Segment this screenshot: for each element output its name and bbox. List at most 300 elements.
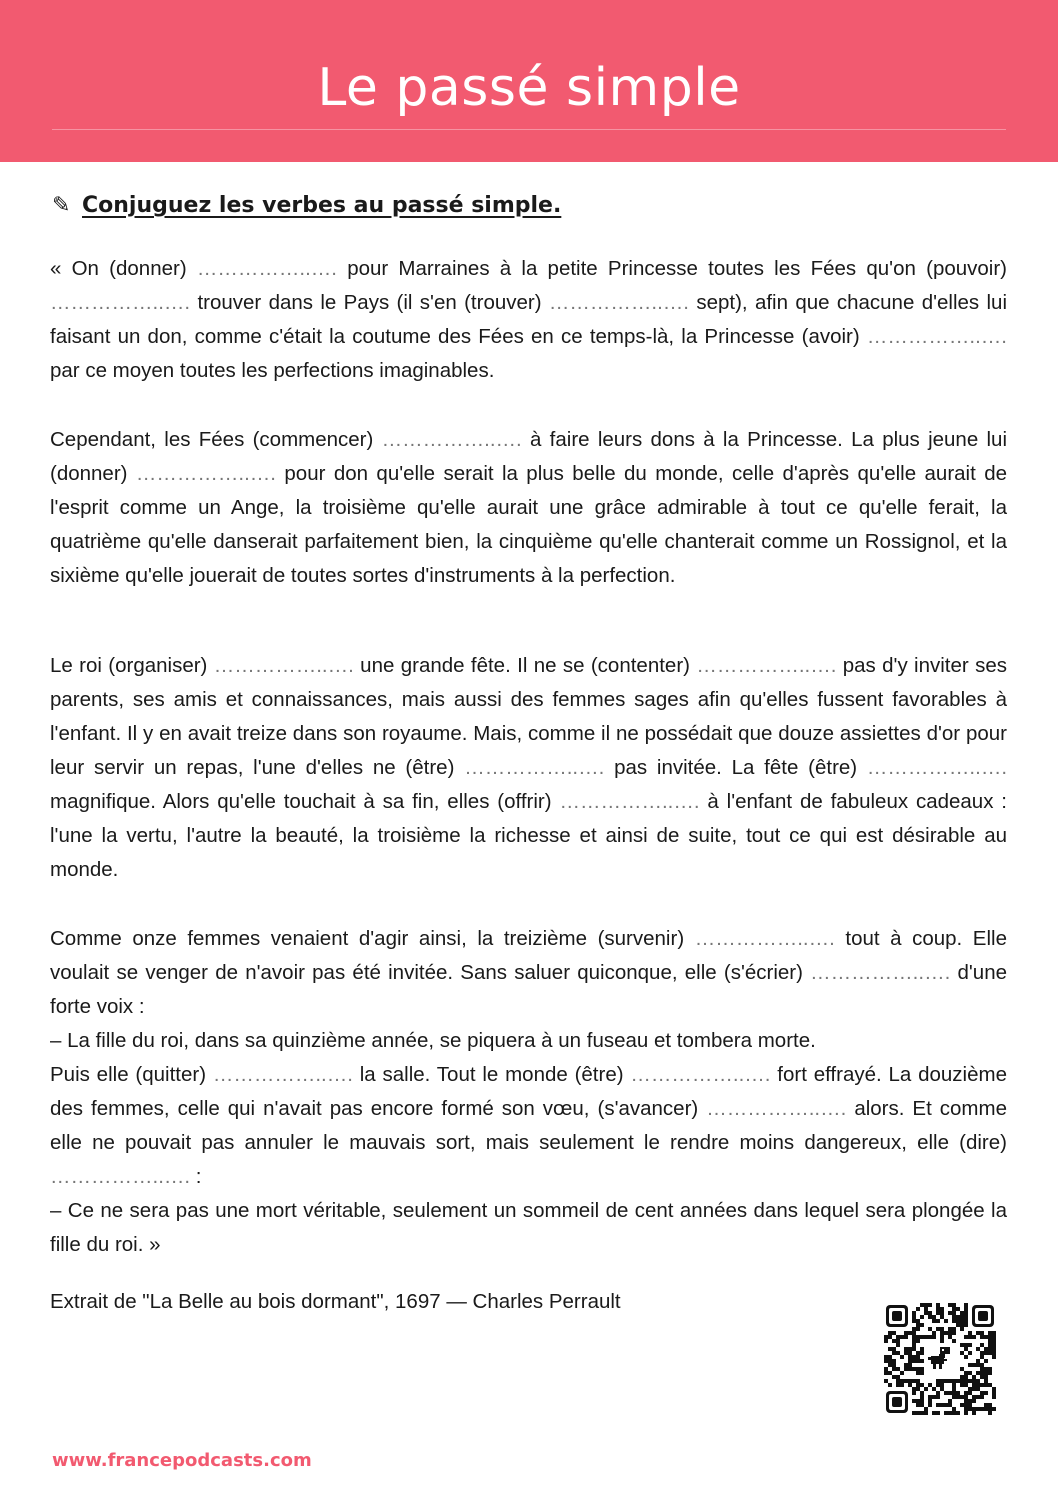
qr-module bbox=[992, 1347, 996, 1351]
blank-field: ……………..…. bbox=[810, 961, 951, 984]
qr-module bbox=[960, 1343, 964, 1347]
qr-module bbox=[904, 1367, 908, 1371]
qr-module bbox=[952, 1395, 956, 1399]
qr-module bbox=[908, 1379, 912, 1383]
qr-module bbox=[904, 1331, 908, 1335]
qr-module bbox=[924, 1411, 928, 1415]
qr-module bbox=[980, 1407, 984, 1411]
qr-module bbox=[920, 1303, 924, 1307]
qr-module bbox=[904, 1335, 908, 1339]
qr-module bbox=[976, 1387, 980, 1391]
instruction bbox=[52, 191, 561, 221]
text-segment: Comme onze femmes venaient d'agir ainsi, la treizième (survenir) bbox=[50, 927, 685, 950]
qr-module bbox=[964, 1355, 968, 1359]
blank-field: ……………..…. bbox=[866, 756, 1008, 779]
qr-module bbox=[912, 1315, 916, 1319]
qr-module bbox=[916, 1411, 920, 1415]
qr-module bbox=[892, 1347, 896, 1351]
qr-module bbox=[940, 1311, 944, 1315]
qr-module bbox=[928, 1399, 932, 1403]
qr-module bbox=[904, 1363, 908, 1367]
qr-module bbox=[944, 1403, 948, 1407]
qr-module bbox=[960, 1351, 964, 1355]
qr-module bbox=[948, 1411, 952, 1415]
qr-module bbox=[888, 1363, 892, 1367]
qr-module bbox=[888, 1335, 892, 1339]
qr-module bbox=[924, 1303, 928, 1307]
qr-module bbox=[924, 1311, 928, 1315]
header-banner bbox=[0, 0, 1058, 162]
blank-field: ……………..…. bbox=[213, 654, 354, 677]
qr-module bbox=[988, 1407, 992, 1411]
qr-module bbox=[916, 1367, 920, 1371]
qr-module bbox=[976, 1359, 980, 1363]
qr-code-dinosaur-icon[interactable] bbox=[884, 1303, 996, 1415]
qr-module bbox=[896, 1351, 900, 1355]
qr-module bbox=[956, 1379, 960, 1383]
qr-module bbox=[964, 1399, 968, 1403]
qr-module bbox=[916, 1323, 920, 1327]
dialogue-line: – La fille du roi, dans sa quinzième année, se piquera à un fuseau et tombera morte. bbox=[50, 1029, 816, 1052]
qr-module bbox=[912, 1331, 916, 1335]
qr-module bbox=[964, 1371, 968, 1375]
qr-module bbox=[940, 1335, 944, 1339]
qr-module bbox=[972, 1335, 976, 1339]
qr-module bbox=[992, 1395, 996, 1399]
blank-field: ……………..…. bbox=[696, 654, 837, 677]
qr-module bbox=[980, 1383, 984, 1387]
qr-module bbox=[912, 1359, 916, 1363]
qr-module bbox=[936, 1379, 940, 1383]
text-segment: pas d'y inviter ses parents, ses amis et connaissances, mais aussi des femmes sages afin qu'elles fussent favorables à l'enfant. Il y en avait treize dans son royaume. Mais, comme il ne possédait que douze assiettes d'or pour leur servir un repas, l'une d'elles ne (être) bbox=[50, 654, 1007, 779]
qr-module bbox=[952, 1407, 956, 1411]
qr-module bbox=[916, 1383, 920, 1387]
qr-module bbox=[988, 1403, 992, 1407]
qr-module bbox=[988, 1339, 992, 1343]
qr-module bbox=[884, 1359, 888, 1363]
qr-module bbox=[896, 1339, 900, 1343]
qr-module bbox=[972, 1383, 976, 1387]
qr-module bbox=[948, 1335, 952, 1339]
qr-module bbox=[944, 1379, 948, 1383]
qr-module bbox=[912, 1343, 916, 1347]
qr-module bbox=[948, 1303, 952, 1307]
instruction-text: Conjuguez les verbes au passé simple. bbox=[82, 193, 562, 218]
qr-module bbox=[888, 1371, 892, 1375]
qr-module bbox=[916, 1339, 920, 1343]
qr-module bbox=[916, 1387, 920, 1391]
qr-module bbox=[900, 1355, 904, 1359]
qr-module bbox=[892, 1359, 896, 1363]
qr-module bbox=[980, 1367, 984, 1371]
qr-module bbox=[976, 1383, 980, 1387]
qr-module bbox=[936, 1411, 940, 1415]
qr-module bbox=[908, 1359, 912, 1363]
qr-module bbox=[968, 1351, 972, 1355]
qr-module bbox=[916, 1335, 920, 1339]
qr-module bbox=[992, 1339, 996, 1343]
qr-module bbox=[952, 1379, 956, 1383]
qr-module bbox=[932, 1315, 936, 1319]
qr-module bbox=[976, 1379, 980, 1383]
qr-module bbox=[992, 1387, 996, 1391]
qr-module bbox=[904, 1347, 908, 1351]
qr-module bbox=[936, 1391, 940, 1395]
qr-module bbox=[940, 1327, 944, 1331]
dialogue-line: – Ce ne sera pas une mort véritable, seulement un sommeil de cent années dans lequel sera plongée la fille du roi. » bbox=[50, 1199, 1007, 1256]
qr-module bbox=[964, 1319, 968, 1323]
qr-module bbox=[964, 1323, 968, 1327]
qr-module bbox=[904, 1351, 908, 1355]
qr-module bbox=[976, 1331, 980, 1335]
qr-module bbox=[948, 1327, 952, 1331]
qr-module bbox=[968, 1371, 972, 1375]
qr-module bbox=[920, 1315, 924, 1319]
qr-module bbox=[900, 1379, 904, 1383]
qr-module bbox=[932, 1395, 936, 1399]
qr-module bbox=[944, 1319, 948, 1323]
qr-module bbox=[964, 1343, 968, 1347]
qr-module bbox=[920, 1383, 924, 1387]
qr-module bbox=[920, 1395, 924, 1399]
qr-module bbox=[940, 1387, 944, 1391]
qr-module bbox=[928, 1327, 932, 1331]
qr-module bbox=[992, 1407, 996, 1411]
qr-module bbox=[944, 1411, 948, 1415]
qr-module bbox=[972, 1407, 976, 1411]
blank-field: ……………..…. bbox=[548, 291, 689, 314]
qr-module bbox=[976, 1407, 980, 1411]
qr-module bbox=[956, 1319, 960, 1323]
qr-module bbox=[956, 1411, 960, 1415]
qr-module bbox=[948, 1403, 952, 1407]
qr-module bbox=[952, 1327, 956, 1331]
qr-module bbox=[972, 1411, 976, 1415]
qr-module bbox=[988, 1331, 992, 1335]
qr-module bbox=[948, 1311, 952, 1315]
text-segment: tout à coup. Elle voulait se venger de n'avoir pas été invitée. Sans saluer quiconque, elle (s'écrier) bbox=[50, 927, 1007, 984]
qr-module bbox=[968, 1403, 972, 1407]
qr-module bbox=[988, 1351, 992, 1355]
qr-module bbox=[984, 1375, 988, 1379]
qr-module bbox=[920, 1367, 924, 1371]
qr-module bbox=[916, 1351, 920, 1355]
qr-module bbox=[928, 1315, 932, 1319]
qr-module bbox=[916, 1319, 920, 1323]
qr-module bbox=[940, 1379, 944, 1383]
qr-module bbox=[984, 1383, 988, 1387]
qr-module bbox=[976, 1395, 980, 1399]
qr-module bbox=[976, 1363, 980, 1367]
qr-module bbox=[884, 1367, 888, 1371]
qr-module bbox=[984, 1335, 988, 1339]
qr-module bbox=[960, 1323, 964, 1327]
pencil-icon: ✎ bbox=[52, 193, 71, 218]
text-segment: trouver dans le Pays (il s'en (trouver) bbox=[197, 291, 542, 314]
qr-module bbox=[920, 1351, 924, 1355]
qr-module bbox=[884, 1335, 888, 1339]
qr-module bbox=[936, 1303, 940, 1307]
text-segment: une grande fête. Il ne se (contenter) bbox=[360, 654, 690, 677]
text-segment: alors. Et comme elle ne pouvait pas annuler le mauvais sort, mais seulement le rendre moins dangereux, elle (dire) bbox=[50, 1097, 1007, 1154]
qr-module bbox=[964, 1311, 968, 1315]
qr-module bbox=[968, 1343, 972, 1347]
qr-module bbox=[916, 1399, 920, 1403]
qr-module bbox=[988, 1335, 992, 1339]
qr-module bbox=[932, 1331, 936, 1335]
qr-module bbox=[960, 1327, 964, 1331]
qr-module bbox=[896, 1343, 900, 1347]
qr-module bbox=[964, 1375, 968, 1379]
qr-module bbox=[936, 1319, 940, 1323]
qr-module bbox=[940, 1315, 944, 1319]
qr-module bbox=[936, 1383, 940, 1387]
qr-module bbox=[976, 1371, 980, 1375]
qr-module bbox=[908, 1355, 912, 1359]
blank-field: ……………..…. bbox=[694, 927, 835, 950]
qr-module bbox=[964, 1307, 968, 1311]
qr-module bbox=[980, 1335, 984, 1339]
qr-module bbox=[888, 1331, 892, 1335]
qr-module bbox=[916, 1403, 920, 1407]
qr-module bbox=[968, 1387, 972, 1391]
qr-module bbox=[980, 1331, 984, 1335]
qr-module bbox=[892, 1331, 896, 1335]
qr-module bbox=[988, 1367, 992, 1371]
qr-module bbox=[980, 1375, 984, 1379]
text-segment: Cependant, les Fées (commencer) bbox=[50, 428, 374, 451]
qr-module bbox=[884, 1355, 888, 1359]
qr-module bbox=[960, 1367, 964, 1371]
qr-module bbox=[892, 1339, 896, 1343]
source-credit: Extrait de "La Belle au bois dormant", 1697 — Charles Perrault bbox=[50, 1290, 621, 1313]
qr-module bbox=[920, 1359, 924, 1363]
qr-module bbox=[952, 1383, 956, 1387]
qr-module bbox=[964, 1395, 968, 1399]
qr-module bbox=[988, 1383, 992, 1387]
blank-field: ……………..…. bbox=[464, 756, 605, 779]
qr-module bbox=[984, 1379, 988, 1383]
qr-module bbox=[984, 1403, 988, 1407]
qr-module bbox=[964, 1391, 968, 1395]
qr-module bbox=[892, 1367, 896, 1371]
qr-module bbox=[960, 1319, 964, 1323]
qr-module bbox=[992, 1355, 996, 1359]
qr-module bbox=[912, 1319, 916, 1323]
qr-module bbox=[924, 1335, 928, 1339]
qr-module bbox=[980, 1351, 984, 1355]
text-segment: pour Marraines à la petite Princesse toutes les Fées qu'on (pouvoir) bbox=[347, 257, 1008, 280]
qr-module bbox=[980, 1363, 984, 1367]
qr-module bbox=[968, 1331, 972, 1335]
blank-field: ……………..…. bbox=[50, 291, 191, 314]
qr-module bbox=[912, 1347, 916, 1351]
qr-module bbox=[924, 1407, 928, 1411]
qr-module bbox=[920, 1335, 924, 1339]
qr-module bbox=[960, 1311, 964, 1315]
qr-module bbox=[936, 1311, 940, 1315]
qr-module bbox=[952, 1387, 956, 1391]
qr-module bbox=[952, 1331, 956, 1335]
qr-module bbox=[968, 1399, 972, 1403]
text-segment: pour don qu'elle serait la plus belle du monde, celle d'après qu'elle aurait de l'esprit comme un Ange, la troisième qu'elle aurait une grâce admirable à tout ce qu'elle ferait, la quatrième qu'elle danserait parfaitement bien, la cinquième qu'elle chanterait comme un Rossignol, et la sixième qu'elle jouerait de toutes sortes d'instruments à la perfection. bbox=[50, 462, 1008, 587]
qr-module bbox=[972, 1379, 976, 1383]
qr-module bbox=[896, 1383, 900, 1387]
qr-module bbox=[916, 1307, 920, 1311]
qr-module bbox=[888, 1355, 892, 1359]
qr-module bbox=[900, 1383, 904, 1387]
qr-module bbox=[956, 1391, 960, 1395]
qr-module bbox=[964, 1379, 968, 1383]
qr-module bbox=[952, 1315, 956, 1319]
qr-module bbox=[904, 1379, 908, 1383]
qr-module bbox=[960, 1395, 964, 1399]
qr-module bbox=[924, 1307, 928, 1311]
qr-module bbox=[892, 1351, 896, 1355]
qr-module bbox=[908, 1383, 912, 1387]
blank-field: ……………..…. bbox=[196, 257, 337, 280]
qr-module bbox=[896, 1367, 900, 1371]
qr-module bbox=[964, 1315, 968, 1319]
qr-module bbox=[912, 1379, 916, 1383]
qr-module bbox=[892, 1363, 896, 1367]
text-segment: d'une forte voix : bbox=[50, 961, 1008, 1018]
qr-module bbox=[920, 1347, 924, 1351]
qr-module bbox=[920, 1371, 924, 1375]
qr-module bbox=[952, 1303, 956, 1307]
page-title: Le passé simple bbox=[317, 58, 741, 118]
qr-module bbox=[920, 1399, 924, 1403]
qr-module bbox=[896, 1375, 900, 1379]
paragraph-1 bbox=[50, 252, 1007, 388]
qr-module bbox=[972, 1363, 976, 1367]
qr-module bbox=[912, 1339, 916, 1343]
qr-module bbox=[972, 1375, 976, 1379]
blank-field: ……………..…. bbox=[135, 462, 276, 485]
text-segment: pas invitée. La fête (être) bbox=[614, 756, 858, 779]
qr-module bbox=[936, 1327, 940, 1331]
qr-module bbox=[928, 1383, 932, 1387]
qr-module bbox=[956, 1307, 960, 1311]
qr-module bbox=[964, 1347, 968, 1351]
qr-module bbox=[964, 1411, 968, 1415]
qr-module bbox=[952, 1307, 956, 1311]
text-segment: fort effrayé. La douzième des femmes, celle qui n'avait pas encore formé son vœu, (s'avancer) bbox=[50, 1063, 1007, 1120]
blank-field: ……………..…. bbox=[559, 790, 700, 813]
qr-module bbox=[884, 1379, 888, 1383]
qr-module bbox=[952, 1311, 956, 1315]
qr-module bbox=[984, 1351, 988, 1355]
qr-module bbox=[916, 1379, 920, 1383]
qr-module bbox=[940, 1339, 944, 1343]
qr-module bbox=[980, 1391, 984, 1395]
qr-module bbox=[992, 1335, 996, 1339]
qr-module bbox=[948, 1399, 952, 1403]
blank-field: ……………..…. bbox=[50, 1165, 191, 1188]
blank-field: ……………..…. bbox=[866, 325, 1007, 348]
blank-field: ……………..…. bbox=[706, 1097, 847, 1120]
qr-module bbox=[984, 1359, 988, 1363]
qr-module bbox=[936, 1403, 940, 1407]
qr-module bbox=[944, 1331, 948, 1335]
qr-module bbox=[912, 1327, 916, 1331]
qr-module bbox=[976, 1347, 980, 1351]
qr-module bbox=[940, 1331, 944, 1335]
text-segment: sept), afin que chacune d'elles lui faisant un don, comme c'était la coutume des Fées en ce temps-là, la Princesse (avoir) bbox=[50, 291, 1008, 348]
blank-field: ……………..…. bbox=[212, 1063, 353, 1086]
text-segment: par ce moyen toutes les perfections imaginables. bbox=[50, 359, 495, 382]
paragraph-3 bbox=[50, 649, 1007, 887]
qr-module bbox=[984, 1407, 988, 1411]
qr-module bbox=[980, 1395, 984, 1399]
qr-module bbox=[940, 1403, 944, 1407]
qr-module bbox=[960, 1383, 964, 1387]
qr-module bbox=[964, 1407, 968, 1411]
qr-module bbox=[936, 1307, 940, 1311]
qr-module bbox=[968, 1391, 972, 1395]
qr-module bbox=[988, 1343, 992, 1347]
qr-module bbox=[908, 1363, 912, 1367]
qr-module bbox=[928, 1303, 932, 1307]
qr-module bbox=[912, 1387, 916, 1391]
qr-module bbox=[964, 1303, 968, 1307]
qr-module bbox=[980, 1355, 984, 1359]
qr-module bbox=[952, 1339, 956, 1343]
qr-module bbox=[948, 1379, 952, 1383]
qr-module bbox=[908, 1367, 912, 1371]
qr-module bbox=[940, 1307, 944, 1311]
qr-module bbox=[972, 1395, 976, 1399]
qr-module bbox=[932, 1319, 936, 1323]
qr-module bbox=[932, 1387, 936, 1391]
text-segment: Puis elle (quitter) bbox=[50, 1063, 207, 1086]
qr-module bbox=[980, 1343, 984, 1347]
qr-module bbox=[888, 1359, 892, 1363]
qr-module bbox=[920, 1403, 924, 1407]
qr-module bbox=[884, 1339, 888, 1343]
qr-module bbox=[912, 1411, 916, 1415]
qr-module bbox=[928, 1311, 932, 1315]
qr-module bbox=[936, 1395, 940, 1399]
qr-module bbox=[888, 1347, 892, 1351]
qr-module bbox=[932, 1335, 936, 1339]
paragraph-2 bbox=[50, 423, 1007, 593]
qr-module bbox=[972, 1399, 976, 1403]
qr-module bbox=[992, 1331, 996, 1335]
qr-module bbox=[956, 1323, 960, 1327]
qr-module bbox=[928, 1335, 932, 1339]
qr-module bbox=[956, 1315, 960, 1319]
qr-module bbox=[912, 1355, 916, 1359]
website-link[interactable]: www.francepodcasts.com bbox=[52, 1450, 312, 1471]
qr-module bbox=[968, 1407, 972, 1411]
qr-module bbox=[916, 1355, 920, 1359]
qr-module bbox=[888, 1383, 892, 1387]
qr-module bbox=[916, 1371, 920, 1375]
qr-module bbox=[968, 1363, 972, 1367]
qr-module bbox=[948, 1391, 952, 1395]
qr-module bbox=[916, 1327, 920, 1331]
qr-module bbox=[980, 1371, 984, 1375]
qr-module bbox=[916, 1359, 920, 1363]
qr-module bbox=[984, 1367, 988, 1371]
qr-module bbox=[988, 1411, 992, 1415]
qr-module bbox=[960, 1403, 964, 1407]
qr-module bbox=[960, 1379, 964, 1383]
qr-module bbox=[912, 1399, 916, 1403]
qr-module bbox=[912, 1367, 916, 1371]
qr-module bbox=[964, 1403, 968, 1407]
